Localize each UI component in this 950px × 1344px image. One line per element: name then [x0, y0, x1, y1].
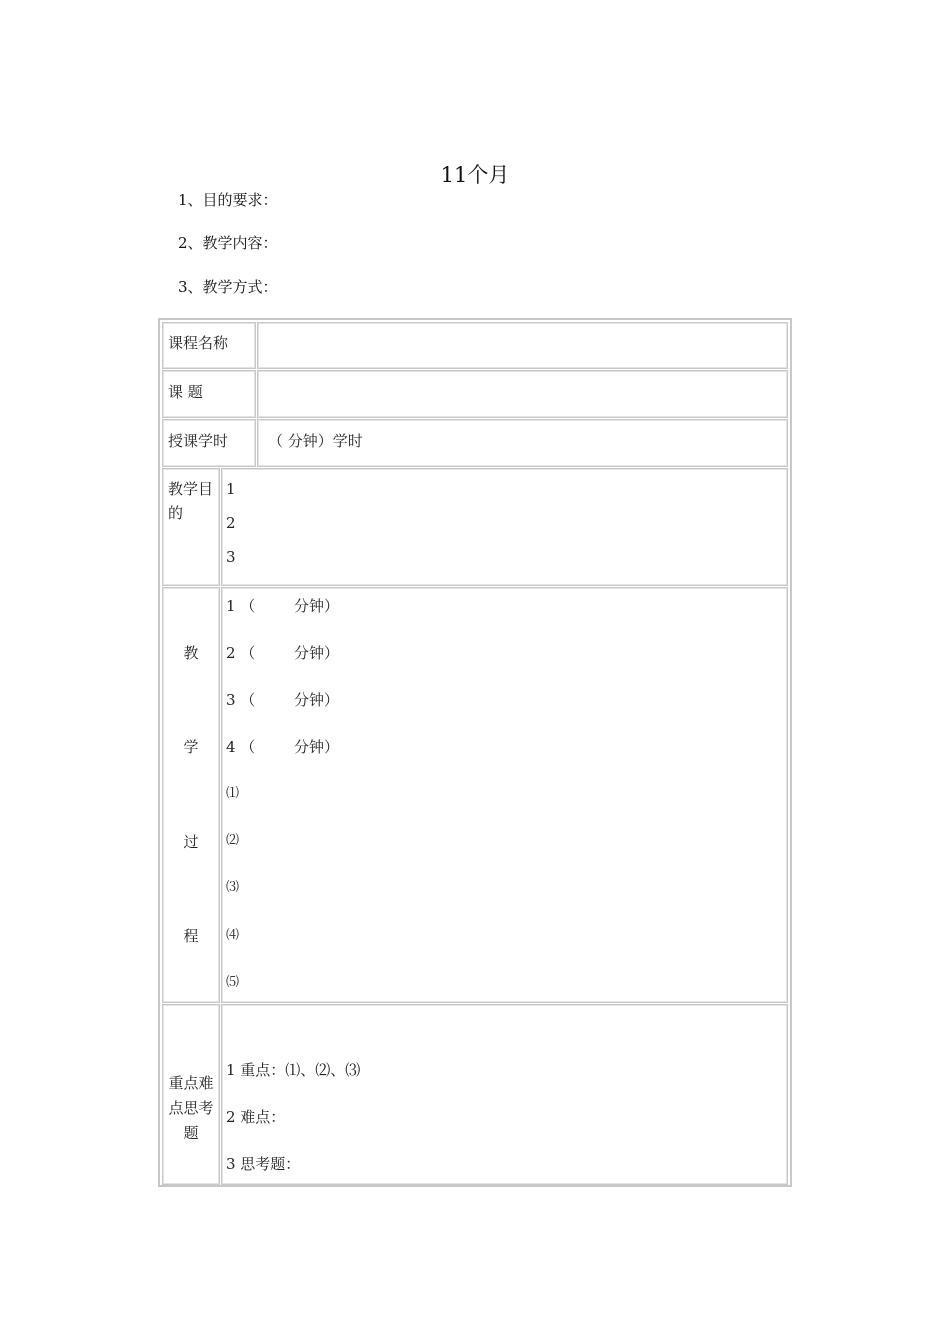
key-label-line1: 重点难 [168, 1074, 214, 1092]
course-name-label: 课程名称 [168, 334, 229, 352]
objective-label-line1: 教学目 [168, 480, 214, 498]
requirement-objective: 1、目的要求： [178, 191, 278, 209]
objective-label-cell [162, 468, 220, 586]
key-points-label-cell [162, 1004, 220, 1185]
process-step-1-minutes: 分钟） [294, 597, 340, 615]
process-label-char-3: 过 [183, 833, 199, 851]
key-points-text: 1 重点：⑴、⑵、⑶ [226, 1061, 361, 1079]
questions-text: 3 思考题： [226, 1155, 301, 1173]
process-subitem-2: ⑵ [226, 833, 240, 848]
course-name-label-cell [162, 322, 256, 369]
objective-value-cell[interactable] [221, 468, 788, 586]
page-title: 11个月 [440, 163, 510, 187]
difficulties-text: 2 难点： [226, 1108, 286, 1126]
process-subitem-3: ⑶ [226, 880, 240, 895]
hours-label: 授课学时 [168, 432, 229, 450]
objective-item-2: 2 [226, 514, 236, 532]
process-label-char-2: 学 [183, 738, 199, 756]
process-step-3: 3 （ [226, 691, 256, 709]
hours-value: （ 分钟）学时 [268, 432, 363, 450]
process-subitem-1: ⑴ [226, 786, 240, 801]
key-label-line3: 题 [183, 1124, 199, 1142]
topic-label: 课 题 [168, 383, 203, 401]
lesson-plan-table [158, 318, 792, 1187]
process-subitem-4: ⑷ [226, 928, 240, 943]
requirement-method: 3、教学方式： [178, 278, 278, 296]
process-step-1: 1 （ [226, 597, 256, 615]
process-step-2: 2 （ [226, 644, 256, 662]
key-points-value-cell[interactable] [221, 1004, 788, 1185]
process-step-2-minutes: 分钟） [294, 644, 340, 662]
topic-label-cell [162, 370, 256, 418]
objective-item-3: 3 [226, 548, 236, 566]
process-label-cell [162, 587, 220, 1003]
key-label-line2: 点思考 [168, 1099, 214, 1117]
process-value-cell[interactable] [221, 587, 788, 1003]
process-step-4: 4 （ [226, 738, 256, 756]
process-label-char-4: 程 [183, 927, 199, 945]
hours-label-cell [162, 419, 256, 467]
course-name-value-cell[interactable] [257, 322, 788, 369]
objective-item-1: 1 [226, 480, 236, 498]
process-label-char-1: 教 [183, 644, 199, 662]
requirement-content: 2、教学内容： [178, 234, 278, 252]
objective-label-line2: 的 [168, 504, 184, 522]
topic-value-cell[interactable] [257, 370, 788, 418]
hours-value-cell[interactable] [257, 419, 788, 467]
process-step-3-minutes: 分钟） [294, 691, 340, 709]
process-step-4-minutes: 分钟） [294, 738, 340, 756]
process-subitem-5: ⑸ [226, 975, 240, 990]
